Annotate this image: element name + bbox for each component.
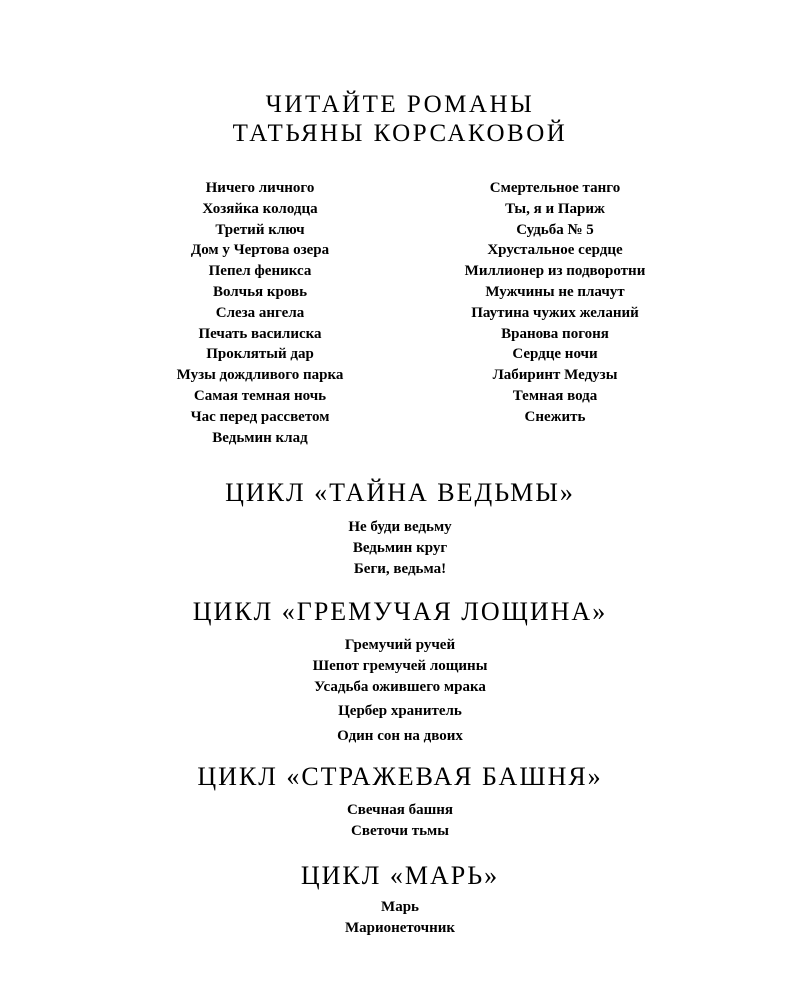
cycle-heading: ЦИКЛ «ТАЙНА ВЕДЬМЫ»	[225, 478, 575, 507]
cycle-section-gremuchaya-loshchina	[0, 597, 800, 747]
cycle-book-title: Цербер хранитель	[338, 703, 462, 719]
novel-title: Лабиринт Медузы	[492, 367, 618, 384]
novels-right-column	[420, 178, 690, 428]
cycle-book-title: Не буди ведьму	[348, 519, 452, 535]
novel-title: Слеза ангела	[215, 304, 305, 321]
cycle-book-list	[0, 800, 800, 842]
cycle-heading: ЦИКЛ «СТРАЖЕВАЯ БАШНЯ»	[197, 762, 603, 791]
cycle-heading: ЦИКЛ «МАРЬ»	[300, 861, 500, 890]
page-title	[0, 90, 800, 148]
novel-title: Дом у Чертова озера	[190, 242, 330, 259]
novel-title: Третий ключ	[215, 221, 305, 238]
cycle-book-title: Усадьба ожившего мрака	[314, 679, 486, 695]
page-title-line-2: ТАТЬЯНЫ КОРСАКОВОЙ	[232, 120, 568, 147]
cycle-book-list	[0, 635, 800, 747]
page-title-line-1: ЧИТАЙТЕ РОМАНЫ	[265, 91, 535, 118]
novel-title: Проклятый дар	[206, 346, 314, 363]
novel-title: Мужчины не плачут	[485, 283, 625, 300]
cycle-book-title: Марионеточник	[344, 920, 456, 936]
novel-title: Смертельное танго	[489, 180, 621, 196]
novel-title: Музы дождливого парка	[176, 367, 344, 384]
novel-title: Сердце ночи	[512, 346, 598, 363]
cycle-book-list	[0, 517, 800, 580]
novel-title: Судьба № 5	[516, 221, 594, 238]
cycle-book-title: Марь	[381, 899, 419, 915]
cycle-section-tayna-vedmy	[0, 478, 800, 580]
novel-title: Ведьмин клад	[212, 429, 308, 446]
novel-title: Миллионер из подворотни	[464, 263, 646, 280]
cycle-book-title: Свечная башня	[346, 802, 454, 818]
cycle-book-title: Светочи тьмы	[351, 823, 449, 839]
novel-title: Вранова погоня	[501, 325, 609, 342]
novel-title: Хрустальное сердце	[487, 242, 623, 259]
novel-title: Пепел феникса	[208, 263, 312, 280]
cycle-book-title: Один сон на двоих	[337, 728, 463, 744]
novel-title: Паутина чужих желаний	[471, 304, 639, 321]
novel-title: Час перед рассветом	[190, 408, 330, 425]
cycle-book-list	[0, 897, 800, 939]
novels-left-column	[130, 178, 390, 448]
novel-title: Печать василиска	[198, 325, 322, 342]
cycle-book-title: Шепот гремучей лощины	[312, 658, 488, 674]
novel-title: Ты, я и Париж	[505, 200, 605, 217]
novel-title: Хозяйка колодца	[202, 200, 318, 217]
cycle-section-strazhevaya-bashnya	[0, 762, 800, 842]
cycle-book-title: Беги, ведьма!	[353, 561, 447, 577]
cycle-book-title: Ведьмин круг	[352, 540, 448, 556]
cycle-section-mar	[0, 861, 800, 939]
cycle-heading: ЦИКЛ «ГРЕМУЧАЯ ЛОЩИНА»	[192, 597, 608, 626]
novel-title: Ничего личного	[205, 180, 315, 196]
novel-title: Снежить	[524, 408, 586, 425]
novel-title: Темная вода	[512, 387, 598, 404]
novel-title: Самая темная ночь	[193, 387, 327, 404]
novel-title: Волчья кровь	[212, 283, 308, 300]
cycle-book-title: Гремучий ручей	[344, 637, 456, 653]
